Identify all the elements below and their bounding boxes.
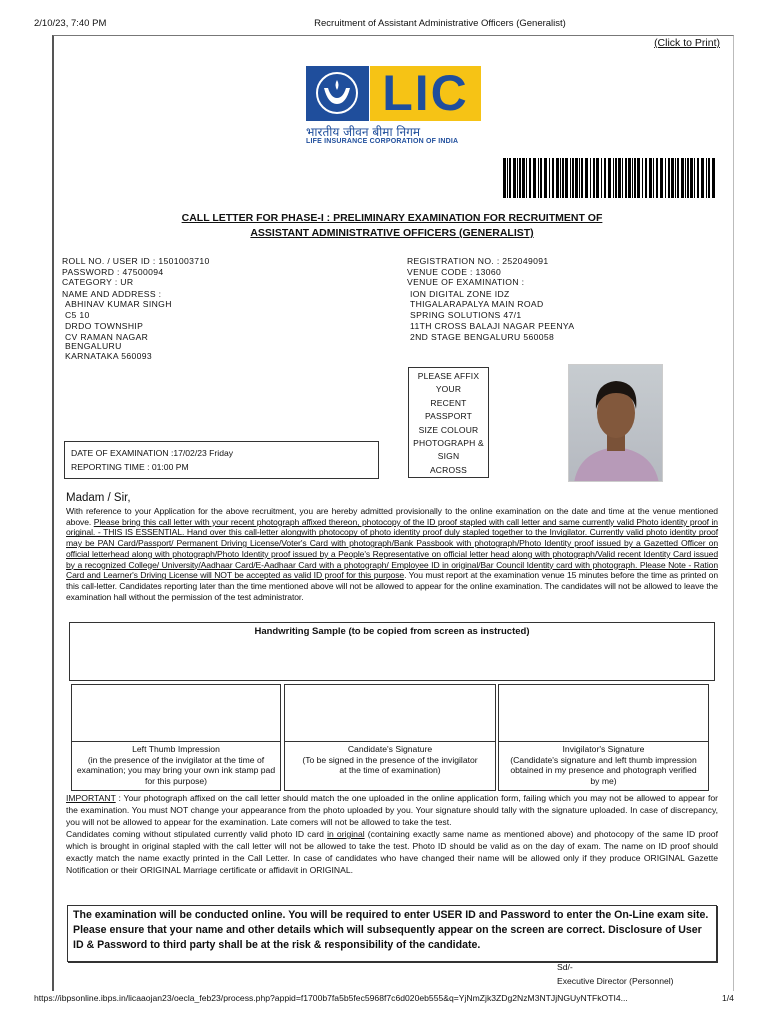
barcode-bar xyxy=(579,158,580,198)
barcode-bar xyxy=(570,158,571,198)
barcode-bar xyxy=(706,158,707,198)
affix-line: RECENT PASSPORT xyxy=(424,397,473,422)
barcode-bar xyxy=(618,158,621,198)
barcode-bar xyxy=(590,158,591,198)
barcode-bar xyxy=(529,158,531,198)
important-text: Candidates coming without stipulated currently valid photo ID card xyxy=(66,829,328,839)
address-line: ABHINAV KUMAR SINGH xyxy=(65,299,172,310)
barcode-bar xyxy=(649,158,652,198)
category: CATEGORY : UR xyxy=(62,277,134,288)
barcode-bar xyxy=(538,158,539,198)
barcode-bar xyxy=(575,158,578,198)
barcode-bar xyxy=(509,158,511,198)
lic-logo xyxy=(306,66,481,150)
sig-box-title: Left Thumb Impression xyxy=(132,744,220,754)
barcode-bar xyxy=(572,158,574,198)
barcode-bar xyxy=(668,158,670,198)
barcode-bar xyxy=(549,158,550,198)
lic-english-name: LIFE INSURANCE CORPORATION OF INDIA xyxy=(306,138,459,145)
barcode-bar xyxy=(513,158,516,198)
sig-box-desc: (Candidate's signature and left thumb impression obtained in my presence and photograph verified by me) xyxy=(510,754,697,786)
barcode-bar xyxy=(593,158,595,198)
venue-address-line: ION DIGITAL ZONE IDZ xyxy=(410,288,510,299)
barcode-bar xyxy=(522,158,525,198)
lic-wordmark: LIC xyxy=(370,66,481,121)
para-underlined-text: Please bring this call letter with your recent photograph affixed thereon, photocopy of the ID proof stapled with call letter and same currently valid Photo identity proof in original. - THIS IS ESSENTIAL. Hand over this call-letter alongwith photocopy of photo identity proof duly stapled together to the Invigilator. Currently valid photo identity proof may be PAN Card/Passport/ Permanent Driving License/Voter's Card with photograph/Bank Passbook with photograph/Photo Identity proof issued by a Gazetted Officer on official letterhead along with photograph/Photo Identity proof issued by a People's Representative on official letter head along with photograph/Valid recent Identity Card issued by a recognized College/ University/Aadhaar Card/E-Aadhaar Card with a photograph/ Employee ID in original/Bar Council Identity card with photograph. Please Note - Ration Card and Learner's Driving License will NOT be accepted as valid ID proof for this purpose xyxy=(66,516,718,581)
candidate-photo xyxy=(568,364,663,482)
address-line: DRDO TOWNSHIP xyxy=(65,320,144,331)
barcode-bar xyxy=(540,158,542,198)
barcode-bar xyxy=(560,158,561,198)
print-url: https://ibpsonline.ibps.in/licaaojan23/oecla_feb23/process.php?appid=f1700b7fa5b5fec5968f7c6d020eb555&q=YjNmZjk3ZDg2NzM3NTJjNGUyNTFkOTI4... xyxy=(34,993,628,1003)
sig-box-desc: (To be signed in the presence of the invigilator at the time of examination) xyxy=(302,754,478,776)
barcode-bar xyxy=(625,158,627,198)
barcode-bar xyxy=(681,158,684,198)
left-thumb-box xyxy=(71,684,281,791)
barcode-bar xyxy=(565,158,568,198)
barcode-bar xyxy=(519,158,521,198)
barcode-bar xyxy=(533,158,536,198)
sig-box-title: Invigilator's Signature xyxy=(562,744,645,754)
barcode-bar xyxy=(637,158,640,198)
venue-code: VENUE CODE : 13060 xyxy=(407,266,502,277)
barcode xyxy=(503,158,719,198)
barcode-bar xyxy=(642,158,643,198)
sig-box-desc: (in the presence of the invigilator at the time of examination; you may bring your own ink stamp pad for this purpose) xyxy=(76,754,276,786)
address-line: KARNATAKA 560093 xyxy=(65,351,152,362)
sig-box-title: Candidate's Signature xyxy=(347,744,433,754)
registration-number: REGISTRATION NO. : 252049091 xyxy=(407,256,549,266)
barcode-bar xyxy=(634,158,636,198)
barcode-bar xyxy=(712,158,715,198)
venue-address-line: SPRING SOLUTIONS 47/1 xyxy=(410,309,522,320)
affix-line: ACROSS xyxy=(429,464,468,475)
address-line: CV RAMAN NAGAR xyxy=(65,332,149,343)
barcode-bar xyxy=(581,158,583,198)
barcode-bar xyxy=(604,158,606,198)
para-text: . You must report at the examination venue 15 minutes before the time as printed on this call-letter. Candidates reporting later than the time mentioned above will not be allowed to appear for the online examination. The candidates will not be allowed to leave the examination hall without the permission of the test administrator. xyxy=(66,570,718,602)
password: PASSWORD : 47500094 xyxy=(62,266,164,277)
barcode-bar xyxy=(653,158,654,198)
venue-address-line: 2ND STAGE BENGALURU 560058 xyxy=(410,332,555,343)
important-text: (containing exactly same name as mentioned above) and photocopy of the same ID proof which is brought in original stapled with the call letter will not be allowed to take the test. Photo ID should be valid as on the day of exam. The name on ID proof should exactly match the name exactly printed in the Call Letter. In case of candidates who have changed their name will be allowed only if they produce ORIGINAL Gazette Notification or their ORIGINAL Marriage certificate or affidavit in ORIGINAL. xyxy=(66,829,718,875)
barcode-bar xyxy=(552,158,554,198)
lic-emblem-icon xyxy=(306,66,369,121)
important-notes xyxy=(66,792,718,876)
online-exam-notice: The examination will be conducted online. You will be required to enter USER ID and Password to enter the On-Line exam site. Please ensure that your name and other details which will subsequently appear on the screen are correct. Disclosure of User ID & Password to third party shall be at the risk & responsibility of the candidate. xyxy=(67,905,717,962)
barcode-bar xyxy=(608,158,611,198)
barcode-bar xyxy=(671,158,674,198)
barcode-bar xyxy=(697,158,699,198)
exam-schedule-box xyxy=(64,441,379,479)
important-underlined: in original xyxy=(327,829,365,839)
print-page-title: Recruitment of Assistant Administrative Officers (Generalist) xyxy=(314,18,566,29)
affix-line: PLEASE AFFIX YOUR xyxy=(417,371,480,395)
roll-number: ROLL NO. / USER ID : 1501003710 xyxy=(62,256,210,266)
barcode-bar xyxy=(544,158,547,198)
venue-address-line: 11TH CROSS BALAJI NAGAR PEENYA xyxy=(410,320,575,331)
barcode-bar xyxy=(685,158,686,198)
barcode-bar xyxy=(615,158,617,198)
click-to-print-link[interactable]: (Click to Print) xyxy=(654,37,720,49)
barcode-bar xyxy=(526,158,527,198)
barcode-bar xyxy=(675,158,676,198)
barcode-bar xyxy=(503,158,506,198)
barcode-bar xyxy=(660,158,663,198)
affix-photo-box xyxy=(408,367,489,478)
barcode-bar xyxy=(622,158,623,198)
barcode-bar xyxy=(601,158,602,198)
sd-mark: Sd/- xyxy=(557,962,573,972)
affix-line: PHOTOGRAPH & SIGN xyxy=(413,438,484,462)
call-letter-title xyxy=(100,211,684,241)
barcode-bar xyxy=(645,158,647,198)
thumb-area xyxy=(72,685,280,742)
candidate-signature-box xyxy=(284,684,496,791)
instructions-paragraph xyxy=(66,506,718,602)
address-line: BENGALURU xyxy=(65,340,122,351)
venue-label: VENUE OF EXAMINATION : xyxy=(407,277,525,288)
barcode-bar xyxy=(687,158,689,198)
candidate-details xyxy=(62,256,210,362)
salutation: Madam / Sir, xyxy=(66,492,131,504)
affix-line: SIZE COLOUR xyxy=(418,424,479,435)
signature-area xyxy=(499,685,708,742)
barcode-bar xyxy=(562,158,564,198)
important-text: : Your photograph affixed on the call letter should match the one uploaded in the online application form, failing which you may not be allowed to appear for the examination. You must NOT change your appearance from the photo uploaded by you. Your signature should tally with the signature uploaded. In case of discrepancy, you will not be allowed to appear for the examination. Late comers will not be allowed to take the test. xyxy=(66,793,718,827)
barcode-bar xyxy=(507,158,508,198)
handwriting-sample-box: Handwriting Sample (to be copied from screen as instructed) xyxy=(69,622,715,681)
venue-address-line: THIGALARAPALYA MAIN ROAD xyxy=(410,299,544,310)
barcode-bar xyxy=(701,158,704,198)
name-address-label: NAME AND ADDRESS : xyxy=(62,288,162,299)
print-page-count: 1/4 xyxy=(722,993,734,1003)
title-line-1: CALL LETTER FOR PHASE-I : PRELIMINARY EXAMINATION FOR RECRUITMENT OF xyxy=(181,212,603,224)
barcode-bar xyxy=(708,158,710,198)
barcode-bar xyxy=(613,158,614,198)
barcode-bar xyxy=(656,158,658,198)
barcode-bar xyxy=(628,158,631,198)
barcode-bar xyxy=(517,158,518,198)
barcode-bar xyxy=(690,158,693,198)
barcode-bar xyxy=(694,158,695,198)
address-line: C5 10 xyxy=(65,309,90,320)
signature-area xyxy=(285,685,495,742)
important-label: IMPORTANT xyxy=(66,793,116,803)
exam-date: DATE OF EXAMINATION :17/02/23 Friday xyxy=(71,448,234,458)
para-text: With reference to your Application for the above recruitment, you are hereby admitted provisionally to the online examination on the date and time at the venue mentioned above. xyxy=(66,506,718,527)
signatory-designation: Executive Director (Personnel) xyxy=(557,976,674,986)
barcode-bar xyxy=(556,158,559,198)
reporting-time: REPORTING TIME : 01:00 PM xyxy=(71,461,189,472)
barcode-bar xyxy=(632,158,633,198)
print-datetime: 2/10/23, 7:40 PM xyxy=(34,18,107,29)
barcode-bar xyxy=(596,158,599,198)
invigilator-signature-box xyxy=(498,684,709,791)
title-line-2: ASSISTANT ADMINISTRATIVE OFFICERS (GENERALIST) xyxy=(250,227,534,239)
venue-details xyxy=(407,256,574,343)
barcode-bar xyxy=(677,158,679,198)
barcode-bar xyxy=(665,158,666,198)
barcode-bar xyxy=(585,158,588,198)
lic-hindi-name: भारतीय जीवन बीमा निगम xyxy=(306,125,421,139)
